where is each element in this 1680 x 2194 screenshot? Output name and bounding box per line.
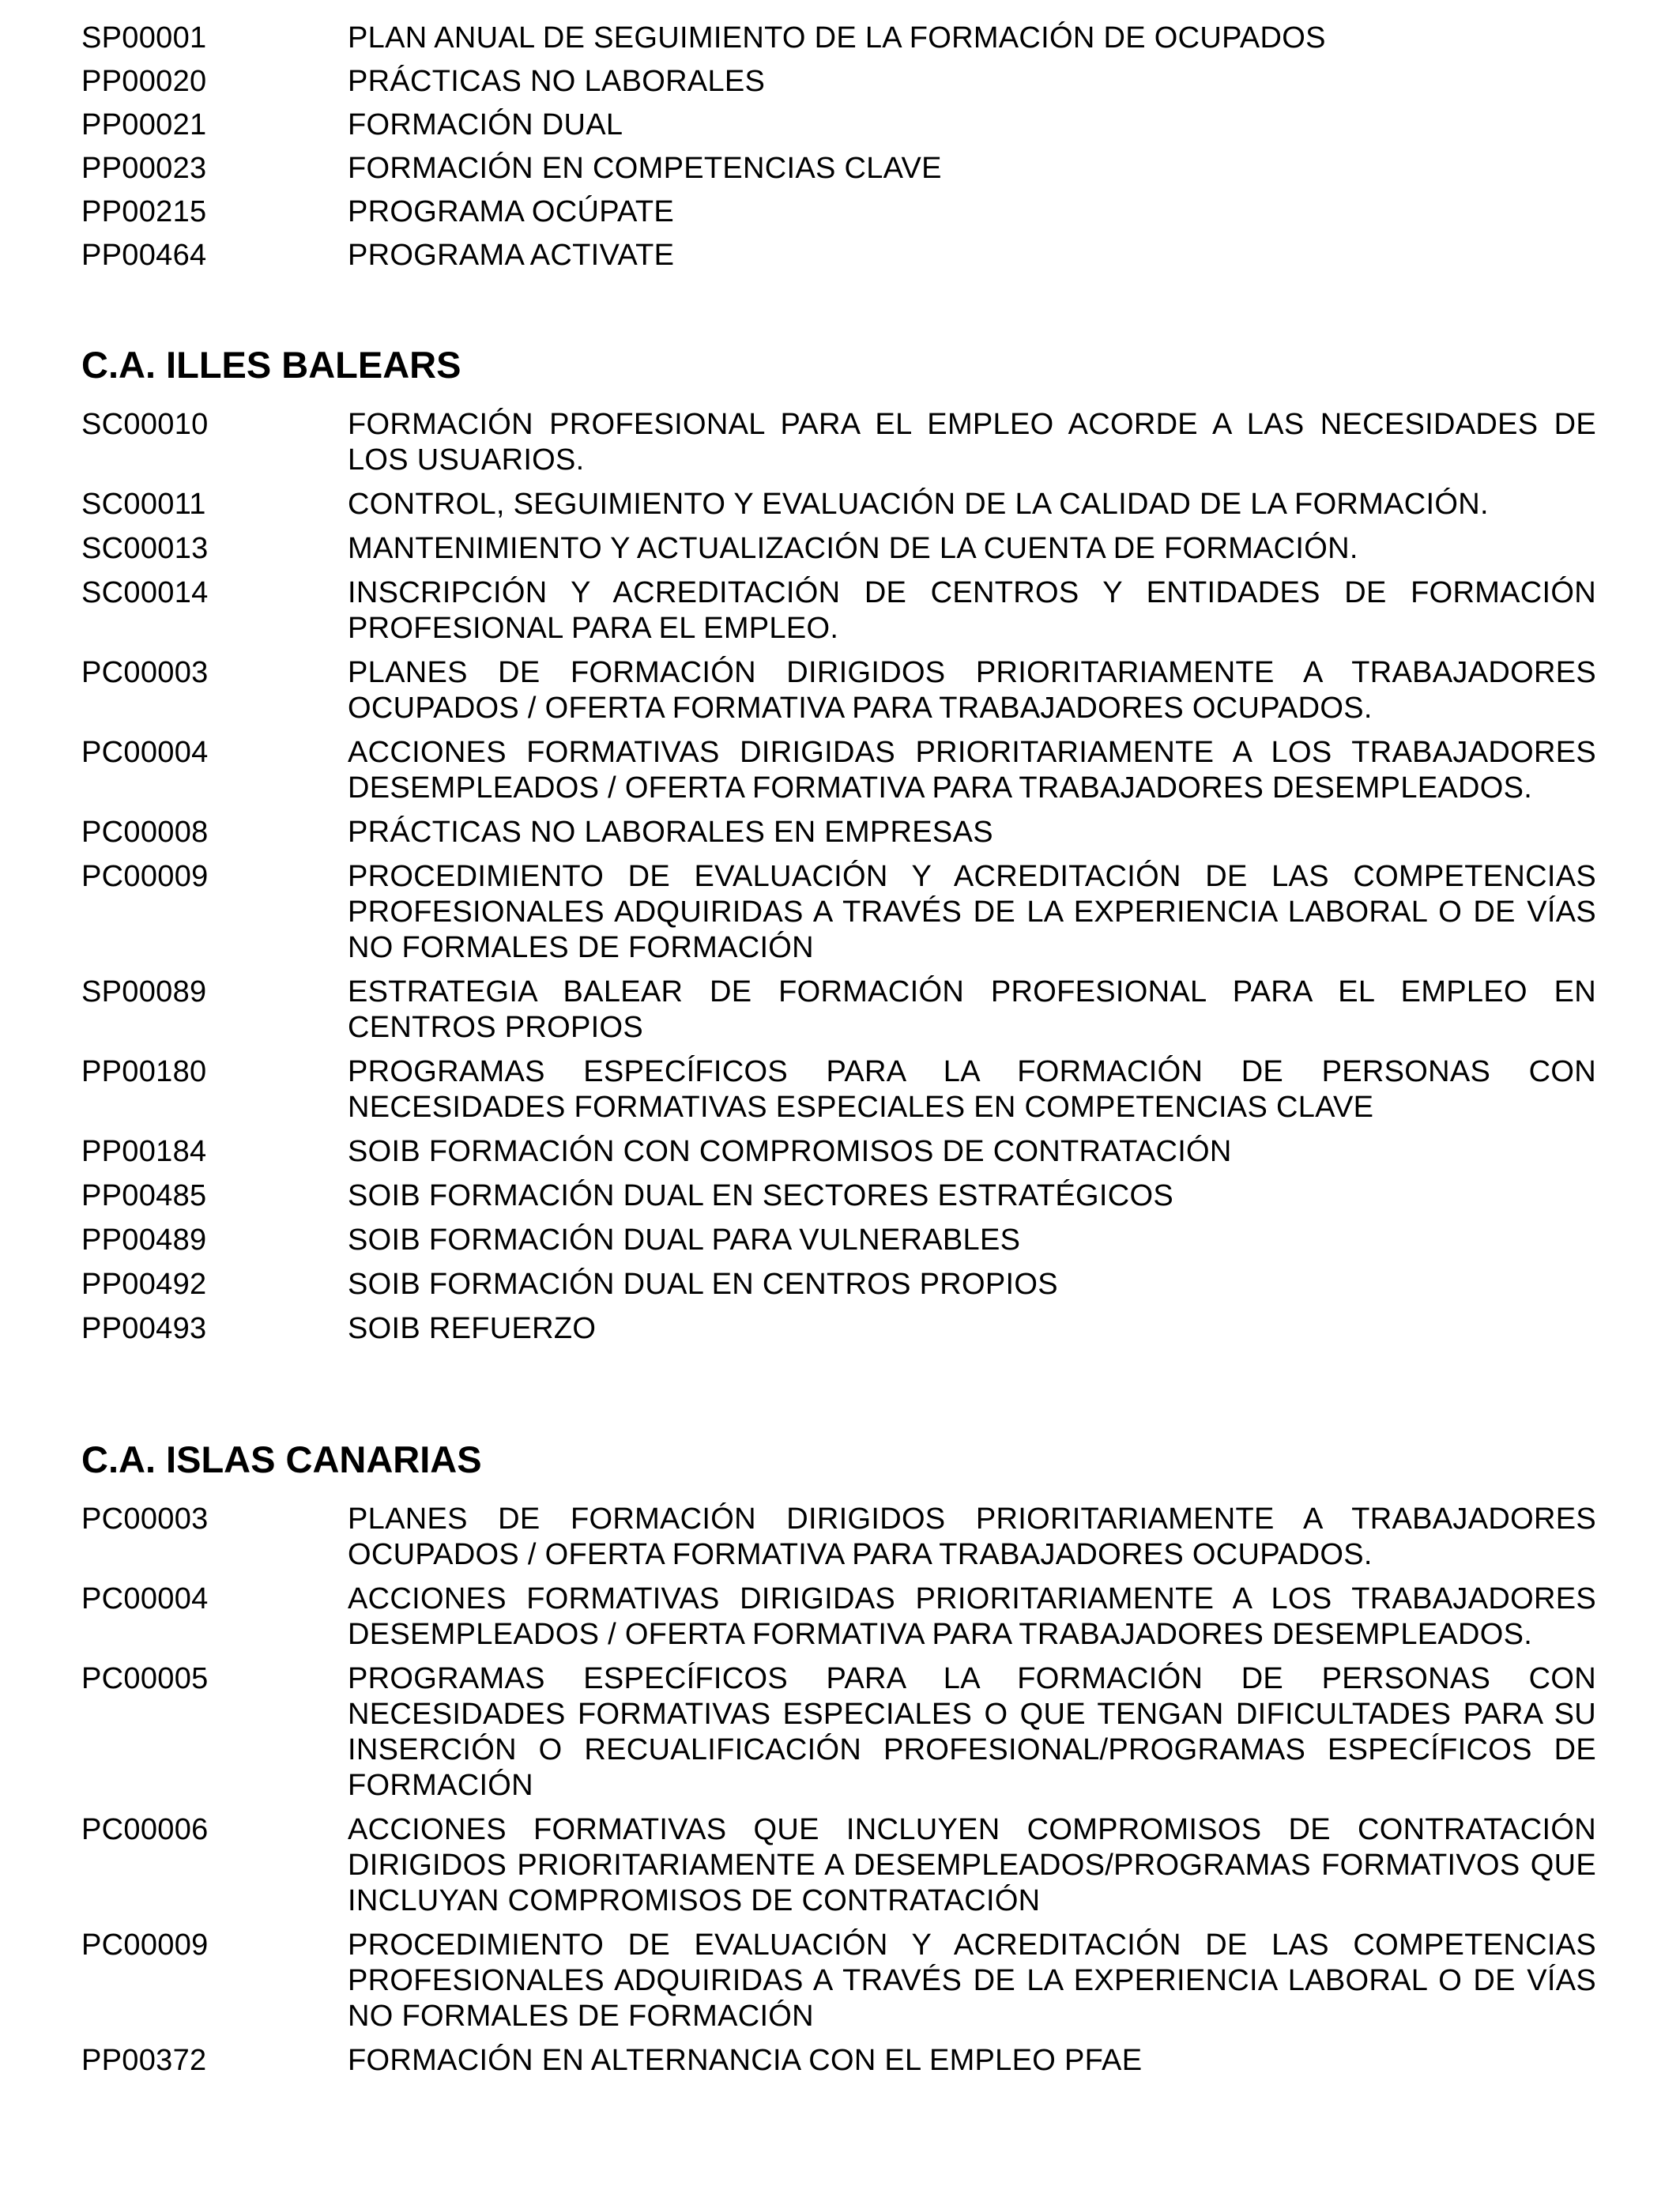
entry-description: ACCIONES FORMATIVAS DIRIGIDAS PRIORITARIAMENTE A LOS TRABAJADORES DESEMPLEADOS / OFERTA FORMATIVA PARA TRABAJADORES DESEMPLEADOS.	[348, 1582, 1596, 1651]
entry-description: INSCRIPCIÓN Y ACREDITACIÓN DE CENTROS Y ENTIDADES DE FORMACIÓN PROFESIONAL PARA EL EMPLEO.	[348, 576, 1596, 645]
list-item	[81, 575, 1596, 647]
list-item	[81, 1661, 1596, 1804]
entry-code: PC00008	[81, 816, 209, 849]
entry-description: SOIB FORMACIÓN CON COMPROMISOS DE CONTRATACIÓN	[348, 1135, 1232, 1168]
entry-description: PROGRAMAS ESPECÍFICOS PARA LA FORMACIÓN DE PERSONAS CON NECESIDADES FORMATIVAS ESPECIALES O QUE TENGAN DIFICULTADES PARA SU INSERCIÓN O RECUALIFICACIÓN PROFESIONAL/PROGRAMAS ESPECÍFICOS DE FORMACIÓN	[348, 1662, 1596, 1802]
entry-description: FORMACIÓN PROFESIONAL PARA EL EMPLEO ACORDE A LAS NECESIDADES DE LOS USUARIOS.	[348, 408, 1596, 477]
entry-description: PLANES DE FORMACIÓN DIRIGIDOS PRIORITARIAMENTE A TRABAJADORES OCUPADOS / OFERTA FORMATIVA PARA TRABAJADORES OCUPADOS.	[348, 656, 1596, 725]
list-item	[81, 1054, 1596, 1125]
list-item	[81, 487, 1596, 522]
entry-code: PP00492	[81, 1268, 207, 1301]
list-item	[81, 21, 1596, 64]
entry-description: PLAN ANUAL DE SEGUIMIENTO DE LA FORMACIÓN DE OCUPADOS	[348, 21, 1326, 55]
entry-code: SC00011	[81, 488, 206, 521]
entry-code: PP00485	[81, 1179, 207, 1212]
entry-description: FORMACIÓN EN ALTERNANCIA CON EL EMPLEO PFAE	[348, 2044, 1143, 2077]
list-item	[81, 655, 1596, 726]
baleares-entry-list	[81, 407, 1596, 1355]
intro-entry-list	[81, 21, 1596, 281]
entry-description: MANTENIMIENTO Y ACTUALIZACIÓN DE LA CUENTA DE FORMACIÓN.	[348, 532, 1358, 565]
entry-description: PRÁCTICAS NO LABORALES EN EMPRESAS	[348, 816, 993, 849]
list-item	[81, 151, 1596, 194]
list-item	[81, 974, 1596, 1046]
entry-code: SC00013	[81, 532, 209, 565]
list-item	[81, 531, 1596, 567]
list-item	[81, 1502, 1596, 1573]
entry-description: SOIB FORMACIÓN DUAL EN SECTORES ESTRATÉGICOS	[348, 1179, 1173, 1212]
entry-code: PC00009	[81, 1928, 209, 1962]
entry-code: PC00009	[81, 860, 209, 893]
entry-description: PROGRAMA OCÚPATE	[348, 195, 675, 228]
section-heading-baleares: C.A. ILLES BALEARS	[81, 344, 461, 386]
canarias-entry-list	[81, 1502, 1596, 2087]
list-item	[81, 1928, 1596, 2034]
entry-code: PP00021	[81, 108, 207, 141]
entry-description: SOIB REFUERZO	[348, 1312, 597, 1345]
entry-description: CONTROL, SEGUIMIENTO Y EVALUACIÓN DE LA CALIDAD DE LA FORMACIÓN.	[348, 488, 1489, 521]
entry-code: PC00005	[81, 1662, 209, 1695]
list-item	[81, 194, 1596, 238]
list-item	[81, 407, 1596, 478]
entry-code: PC00004	[81, 736, 209, 769]
entry-code: PP00180	[81, 1055, 207, 1088]
entry-code: PC00003	[81, 1502, 209, 1536]
list-item	[81, 2043, 1596, 2079]
list-item	[81, 1812, 1596, 1919]
entry-description: PROCEDIMIENTO DE EVALUACIÓN Y ACREDITACIÓN DE LAS COMPETENCIAS PROFESIONALES ADQUIRIDAS A TRAVÉS DE LA EXPERIENCIA LABORAL O DE VÍAS NO FORMALES DE FORMACIÓN	[348, 860, 1596, 964]
entry-description: PROGRAMAS ESPECÍFICOS PARA LA FORMACIÓN DE PERSONAS CON NECESIDADES FORMATIVAS ESPECIALES EN COMPETENCIAS CLAVE	[348, 1055, 1596, 1124]
entry-code: PC00004	[81, 1582, 209, 1615]
entry-code: PP00184	[81, 1135, 207, 1168]
entry-code: PP00464	[81, 239, 207, 272]
entry-code: SC00014	[81, 576, 209, 609]
list-item	[81, 238, 1596, 281]
list-item	[81, 815, 1596, 850]
entry-description: SOIB FORMACIÓN DUAL EN CENTROS PROPIOS	[348, 1268, 1058, 1301]
entry-code: SC00010	[81, 408, 209, 441]
list-item	[81, 64, 1596, 107]
list-item	[81, 1267, 1596, 1302]
entry-description: PROGRAMA ACTIVATE	[348, 239, 675, 272]
entry-code: PP00023	[81, 152, 207, 185]
list-item	[81, 107, 1596, 151]
entry-description: ACCIONES FORMATIVAS QUE INCLUYEN COMPROMISOS DE CONTRATACIÓN DIRIGIDOS PRIORITARIAMENTE A DESEMPLEADOS/PROGRAMAS FORMATIVOS QUE INCLUYAN COMPROMISOS DE CONTRATACIÓN	[348, 1813, 1596, 1917]
entry-code: PC00006	[81, 1813, 209, 1846]
entry-code: SP00089	[81, 975, 207, 1008]
entry-description: SOIB FORMACIÓN DUAL PARA VULNERABLES	[348, 1223, 1021, 1257]
entry-description: FORMACIÓN EN COMPETENCIAS CLAVE	[348, 152, 942, 185]
entry-code: PP00215	[81, 195, 207, 228]
entry-code: SP00001	[81, 21, 207, 55]
entry-code: PP00493	[81, 1312, 207, 1345]
list-item	[81, 859, 1596, 966]
entry-description: PLANES DE FORMACIÓN DIRIGIDOS PRIORITARIAMENTE A TRABAJADORES OCUPADOS / OFERTA FORMATIVA PARA TRABAJADORES OCUPADOS.	[348, 1502, 1596, 1571]
entry-description: ESTRATEGIA BALEAR DE FORMACIÓN PROFESIONAL PARA EL EMPLEO EN CENTROS PROPIOS	[348, 975, 1596, 1044]
entry-description: ACCIONES FORMATIVAS DIRIGIDAS PRIORITARIAMENTE A LOS TRABAJADORES DESEMPLEADOS / OFERTA FORMATIVA PARA TRABAJADORES DESEMPLEADOS.	[348, 736, 1596, 805]
entry-description: PROCEDIMIENTO DE EVALUACIÓN Y ACREDITACIÓN DE LAS COMPETENCIAS PROFESIONALES ADQUIRIDAS A TRAVÉS DE LA EXPERIENCIA LABORAL O DE VÍAS NO FORMALES DE FORMACIÓN	[348, 1928, 1596, 2033]
list-item	[81, 1223, 1596, 1258]
list-item	[81, 1311, 1596, 1347]
entry-code: PP00020	[81, 65, 207, 98]
entry-description: FORMACIÓN DUAL	[348, 108, 623, 141]
entry-code: PP00372	[81, 2044, 207, 2077]
list-item	[81, 1134, 1596, 1170]
entry-code: PP00489	[81, 1223, 207, 1257]
list-item	[81, 1581, 1596, 1653]
list-item	[81, 735, 1596, 806]
entry-description: PRÁCTICAS NO LABORALES	[348, 65, 766, 98]
list-item	[81, 1178, 1596, 1214]
section-heading-canarias: C.A. ISLAS CANARIAS	[81, 1438, 482, 1480]
entry-code: PC00003	[81, 656, 209, 689]
